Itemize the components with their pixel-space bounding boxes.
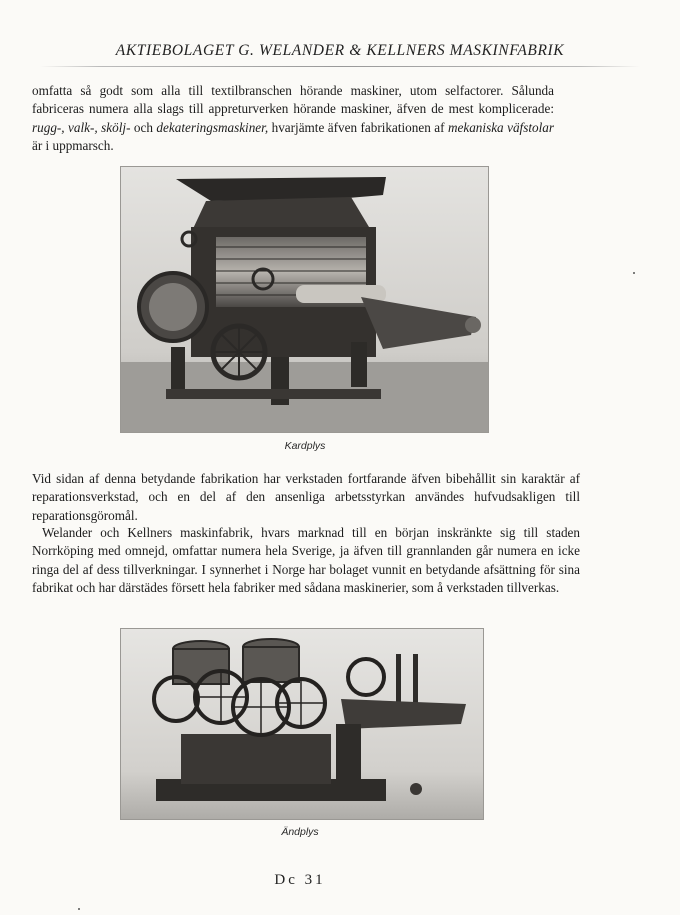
print-speck xyxy=(633,272,635,274)
header-rule xyxy=(40,66,640,67)
body-paragraph-2: Welander och Kellners maskinfabrik, hvars marknad till en början inskränkte sig till staden Norrköping med omnejd, omfattar numera hela Sverige, ja äfven till grannlanden går numera en icke ringa del af dess tillverkningar. I synnerhet i Norge har bolaget vunnit en betydande afsättning för sina fabrikat och har därstädes försett hela fabriker med sådana maskinerier, som å verkstaden tillverkas. xyxy=(32,525,580,595)
page-number: Dc 31 xyxy=(274,872,326,888)
intro-italic-2: dekateringsmaskiner, xyxy=(156,119,269,135)
intro-italic-3: mekaniska väfstolar xyxy=(447,119,554,135)
figure-andplys-photo xyxy=(120,628,484,820)
intro-text-2: och xyxy=(130,119,157,135)
intro-italic-1: rugg-, valk-, skölj- xyxy=(32,119,131,135)
figure-kardplys-photo xyxy=(120,166,489,433)
running-header: AKTIEBOLAGET G. WELANDER & KELLNERS MASKINFABRIK xyxy=(115,42,565,59)
figure-kardplys-caption: Kardplys xyxy=(284,440,326,452)
intro-text-1: omfatta så godt som alla till textilbranschen hörande maskiner, utom selfactorer. Sålunda fabriceras numera alla slags till appreturverken hörande maskiner, äfven de mest komplicerade: xyxy=(32,83,554,117)
print-speck xyxy=(78,908,80,910)
machine-photo-icon xyxy=(121,629,483,819)
intro-paragraph xyxy=(32,82,554,155)
intro-text-4: är i uppmarsch. xyxy=(32,137,114,153)
body-paragraph-1: Vid sidan af denna betydande fabrikation har verkstaden fortfarande äfven bibehållit sin karaktär af reparationsverkstad, och en del af den ansenliga arbetsstyrkan användes hufvudsakligen till reparationsgöromål. xyxy=(32,471,580,523)
machine-photo-icon xyxy=(121,167,488,432)
intro-text-3: hvarjämte äfven fabrikationen af xyxy=(268,119,448,135)
figure-andplys-caption: Ändplys xyxy=(281,826,319,838)
